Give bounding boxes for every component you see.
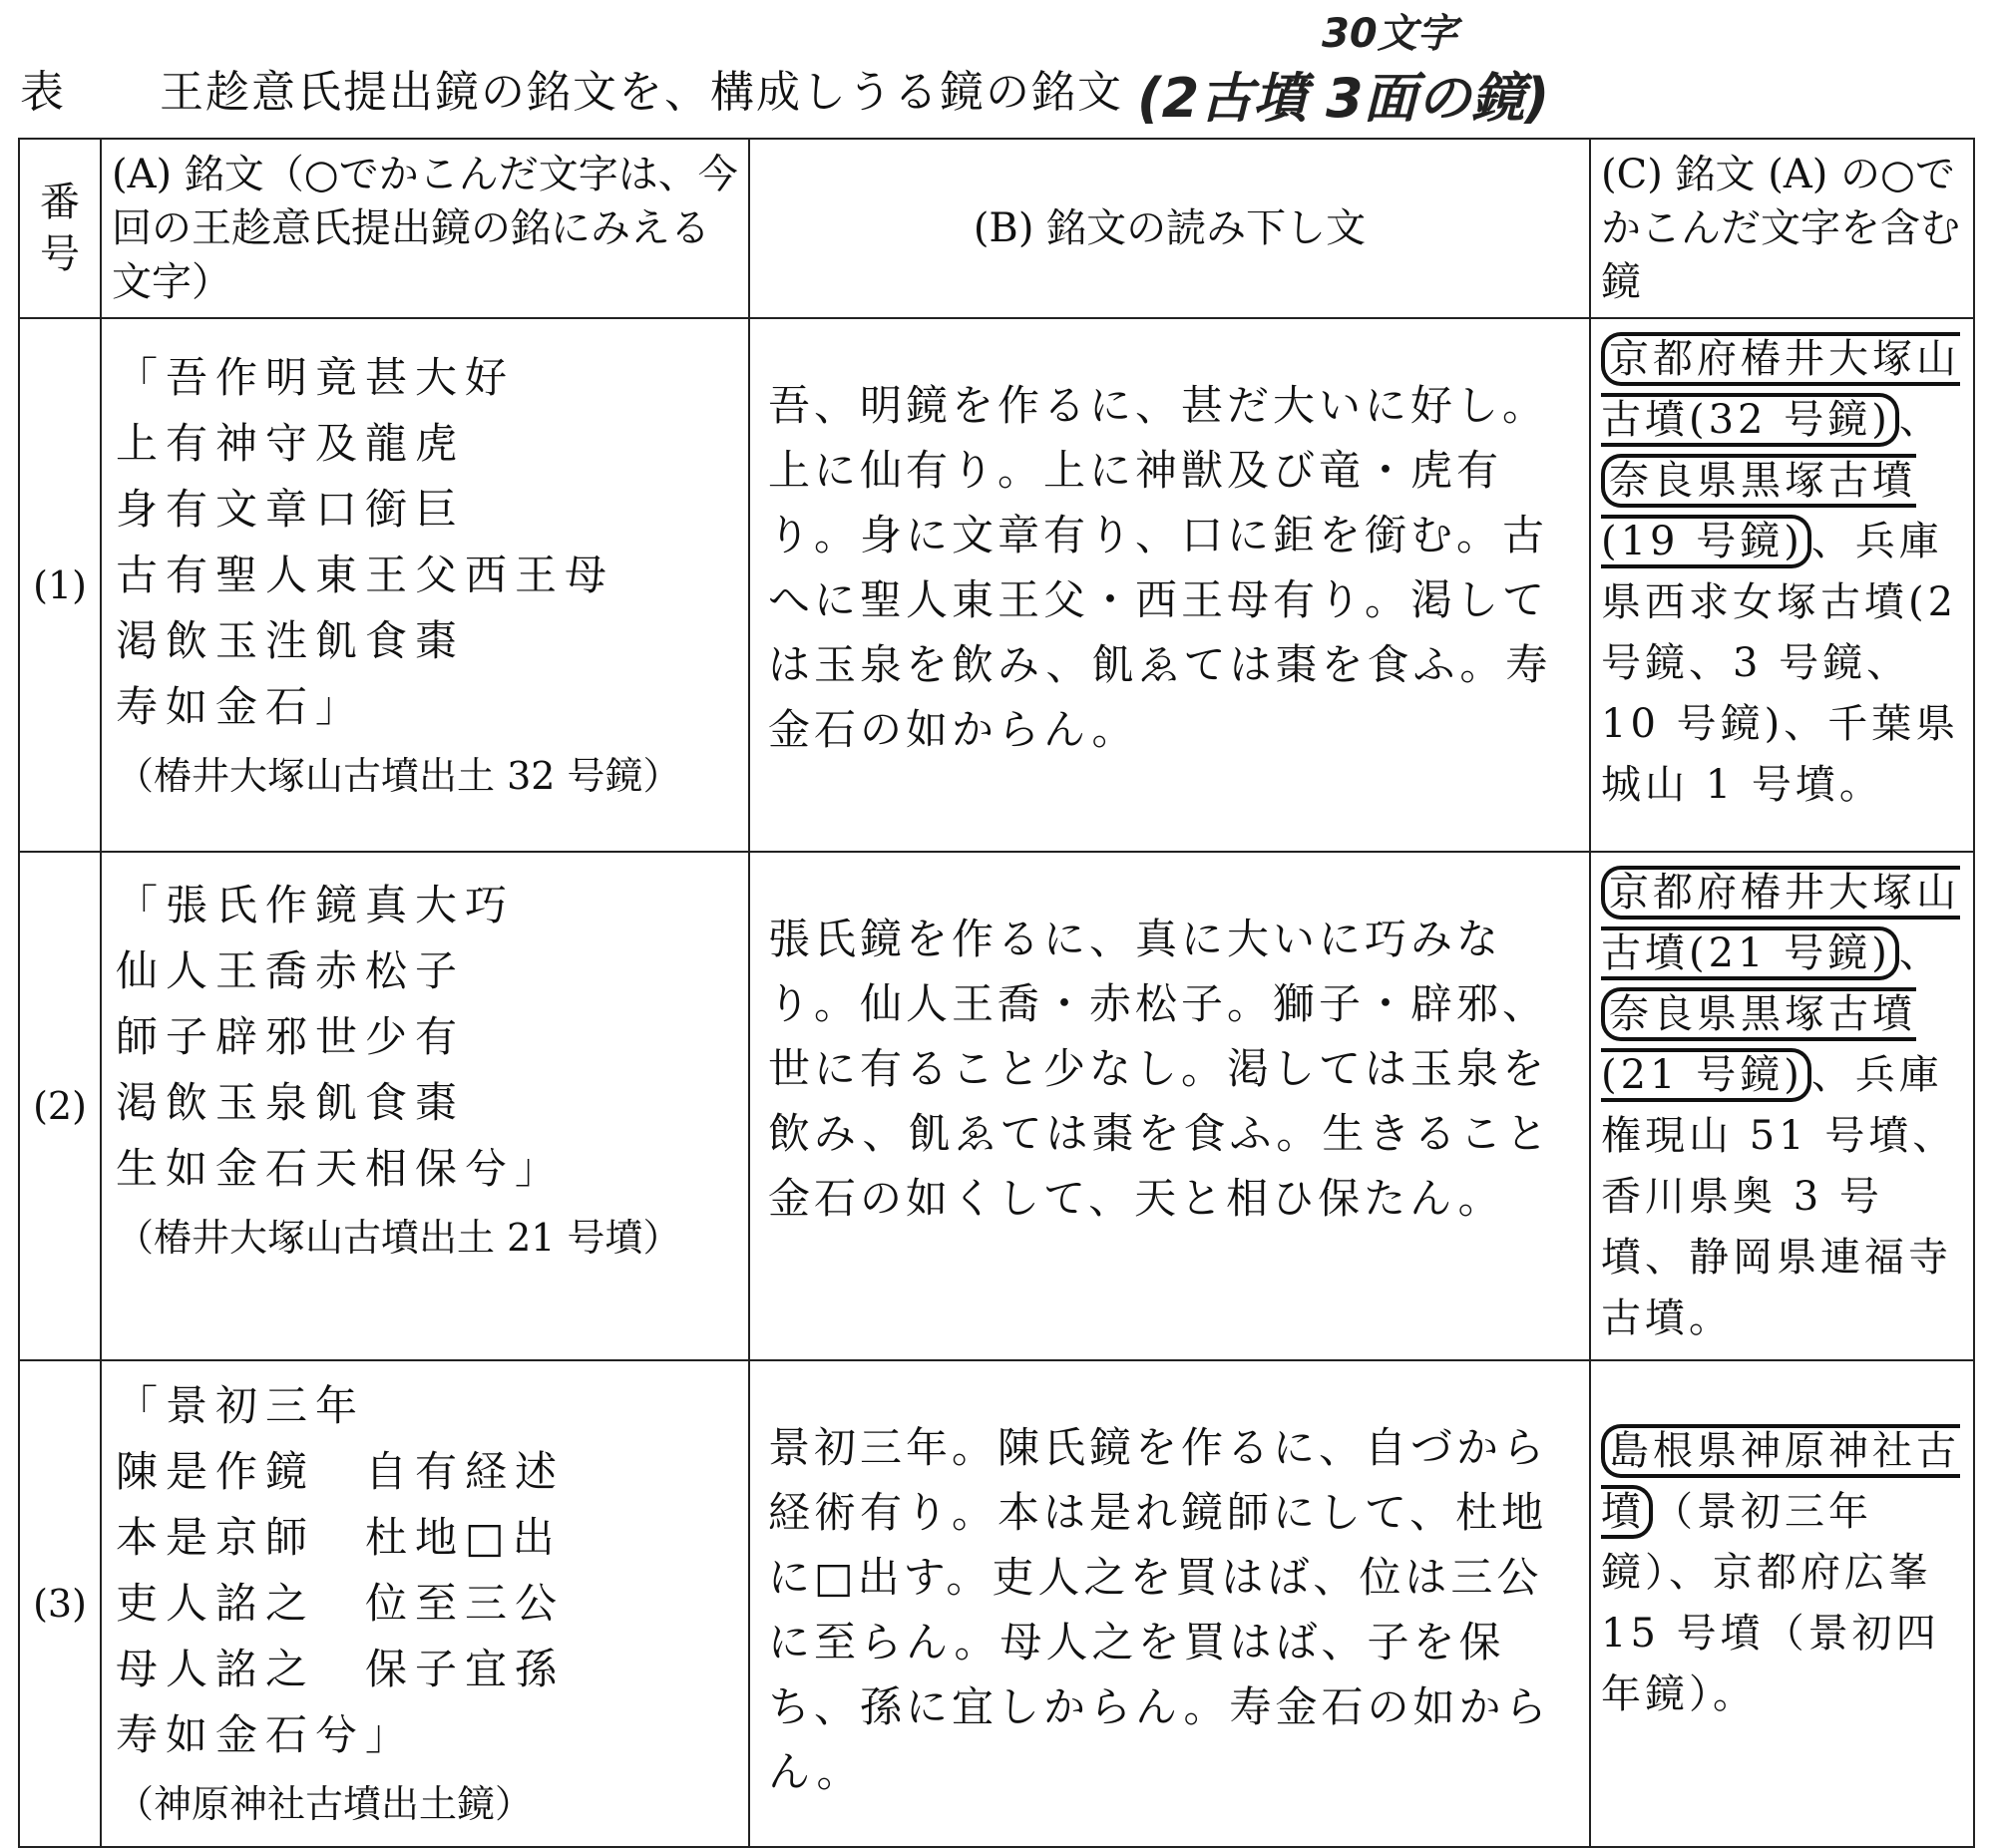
inscription-source: （椿井大塚山古墳出土 32 号鏡） <box>116 754 681 798</box>
header-reading: (B) 銘文の読み下し文 <box>749 139 1590 318</box>
mirrors-rest: 、兵庫権現山 51 号墳、香川県奥 3 号墳、静岡県連福寺古墳。 <box>1601 1052 1957 1341</box>
mirrors-rest: 、兵庫県西求女塚古墳(2 号鏡、3 号鏡、10 号鏡)、千葉県城山 1 号墳。 <box>1601 519 1960 808</box>
mirrors-text: 京都府椿井大塚山古墳(21 号鏡) 、奈良県黒塚古墳(21 号鏡) 、兵庫権現山 51 号墳、香川県奥 3 号墳、静岡県連福寺古墳。 <box>1601 863 1963 1349</box>
header-number <box>19 139 101 318</box>
reading-text: 張氏鏡を作るに、真に大いに巧みなり。仙人王喬・赤松子。獅子・辟邪、世に有ること少なし。渇しては玉泉を飲み、飢ゑては棗を食ふ。生きること金石の如くして、天と相ひ保たん。 <box>768 915 1552 1223</box>
table-row <box>19 852 1974 1360</box>
header-inscription: (A) 銘文（○でかこんだ文字は、今回の王趁意氏提出鏡の銘にみえる文字） <box>101 139 749 318</box>
inscription-line: 吏人詺之 位至三公 <box>116 1579 566 1628</box>
table-label: 表 <box>20 67 66 118</box>
inscription-line: 「吾作明竟甚大好 <box>116 353 516 402</box>
inscription-line: 本是京師 杜地□出 <box>116 1513 563 1562</box>
highlighted-mirror: 奈良県黒塚古墳(19 号鏡) <box>1601 454 1916 568</box>
inscription-line: 「景初三年 <box>116 1381 366 1430</box>
inscription-source: （神原神社古墳出土鏡） <box>116 1782 534 1826</box>
inscription-line: 仙人王喬赤松子 <box>116 946 466 995</box>
inscription-line: 師子辟邪世少有 <box>116 1012 466 1061</box>
mirrors-cell <box>1590 852 1974 1360</box>
inscription-cell <box>101 852 749 1360</box>
inscription-line: 寿如金石兮」 <box>116 1710 416 1759</box>
inscription-line: 上有神守及龍虎 <box>116 419 466 468</box>
inscription-line: 古有聖人東王父西王母 <box>116 551 615 599</box>
inscription-line: 生如金石天相保兮」 <box>116 1144 566 1193</box>
mirrors-text: 京都府椿井大塚山古墳(32 号鏡) 、奈良県黒塚古墳(19 号鏡) 、兵庫県西求女塚古墳(2 号鏡、3 号鏡、10 号鏡)、千葉県城山 1 号墳。 <box>1601 329 1963 816</box>
inscription-cell <box>101 318 749 852</box>
handwritten-top-note: 30文字 <box>1322 11 1457 57</box>
inscription-line: 母人詺之 保子宜孫 <box>116 1645 566 1693</box>
highlighted-mirror: 島根県神原神社古墳 <box>1601 1424 1960 1539</box>
highlighted-mirror: 京都府椿井大塚山古墳(32 号鏡) <box>1601 332 1960 447</box>
inscription-line: 「張氏作鏡真大巧 <box>116 881 516 929</box>
header-row <box>19 139 1974 318</box>
reading-cell <box>749 852 1590 1360</box>
row-number: (1) <box>19 318 101 852</box>
mirrors-cell <box>1590 318 1974 852</box>
row-number: (2) <box>19 852 101 1360</box>
reading-text: 吾、明鏡を作るに、甚だ大いに好し。上に仙有り。上に神獣及び竜・虎有り。身に文章有り、口に鉅を銜む。古へに聖人東王父・西王母有り。渇しては玉泉を飲み、飢ゑては棗を食ふ。寿金石の如からん。 <box>768 381 1552 754</box>
handwritten-note: (2古墳 3面の鏡) <box>1137 67 1550 130</box>
inscription-table <box>18 138 1975 1848</box>
table-title: 王趁意氏提出鏡の銘文を、構成しうる鏡の銘文 <box>160 67 1123 118</box>
mirrors-text <box>1601 1421 1963 1725</box>
inscription-line: 渇飲玉泉飢食棗 <box>116 1078 466 1127</box>
highlighted-mirror: 奈良県黒塚古墳(21 号鏡) <box>1601 987 1916 1102</box>
page-title <box>20 48 1123 128</box>
header-number-label: 番号 <box>40 179 80 277</box>
reading-text: 景初三年。陳氏鏡を作るに、自づから経術有り。本は是れ鏡師にして、杜地に□出す。吏人之を買はば、位は三公に至らん。母人之を買はば、子を保ち、孫に宜しからん。寿金石の如からん。 <box>768 1423 1551 1796</box>
header-mirrors: (C) 銘文 (A) の○でかこんだ文字を含む鏡 <box>1590 139 1974 318</box>
table-row <box>19 318 1974 852</box>
reading-cell <box>749 318 1590 852</box>
row-number: (3) <box>19 1360 101 1847</box>
highlighted-mirror: 京都府椿井大塚山古墳(21 号鏡) <box>1601 866 1960 980</box>
inscription-line: 渇飲玉泩飢食棗 <box>116 616 466 665</box>
inscription-line: 寿如金石」 <box>116 682 366 731</box>
inscription-line: 陳是作鏡 自有経述 <box>116 1447 566 1496</box>
inscription-source: （椿井大塚山古墳出土 21 号墳） <box>116 1216 681 1260</box>
mirrors-rest: （景初三年鏡）、京都府広峯 15 号墳（景初四年鏡）。 <box>1601 1489 1940 1717</box>
inscription-line: 身有文章口銜巨 <box>116 485 466 534</box>
